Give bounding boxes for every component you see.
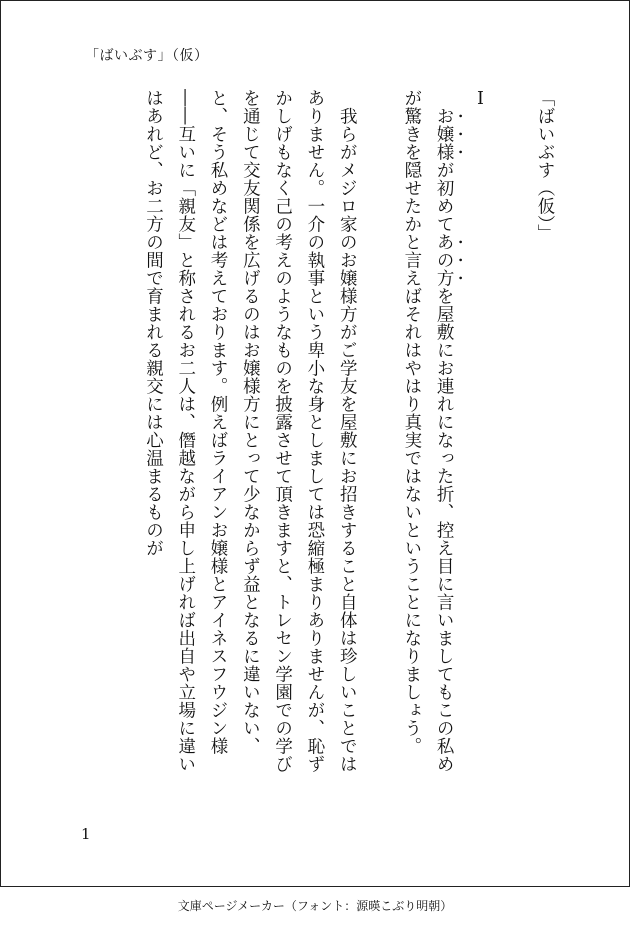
blank-column [363,89,395,779]
story-title: 「ばいぶす（仮）」 [535,89,555,243]
chapter-numeral: Ⅰ [470,89,491,110]
emphasis-anokata: あの方 [434,232,455,287]
paragraph-2: 我らがメジロ家のお嬢様方がご学友を屋敷にお招きすること自体は珍しいことではありません。一介の執事という卑小な身としましては恐縮極まりありませんが、恥ずかしげもなく己の考えのようなものを披露させて頂きますと、トレセン学園での学びを通じて交友関係を広げるのはお嬢様方にとって少なからず益となるに違いない、と、そう私めなどは考えております。例えばライアンお嬢様とアイネスフウジン様――互いに「親友」と称されるお二人は、僭越ながら申し上げれば出自や立場に違いはあれど、お二方の間で育まれる親交には心温まるものが [143,89,358,773]
page-number: 1 [81,825,91,843]
blank-column [496,89,528,779]
chapter-heading [464,89,496,779]
footer-credit: 文庫ページメーカー（フォント：源暎こぶり明朝） [177,899,453,913]
paragraph-1-text-b: を屋敷にお連れになった折、控え目に言いましてもこの私めが驚きを隠せたかと言えばそれはやはり真実ではないということになりましょう。 [401,89,455,773]
body-text [137,89,561,779]
paragraph-1-text-a: が初めて [434,160,455,233]
running-head: 「ばいぶす」（仮） [85,48,209,64]
paragraph-1 [396,89,465,779]
emphasis-ojousama: お嬢様 [434,106,455,161]
